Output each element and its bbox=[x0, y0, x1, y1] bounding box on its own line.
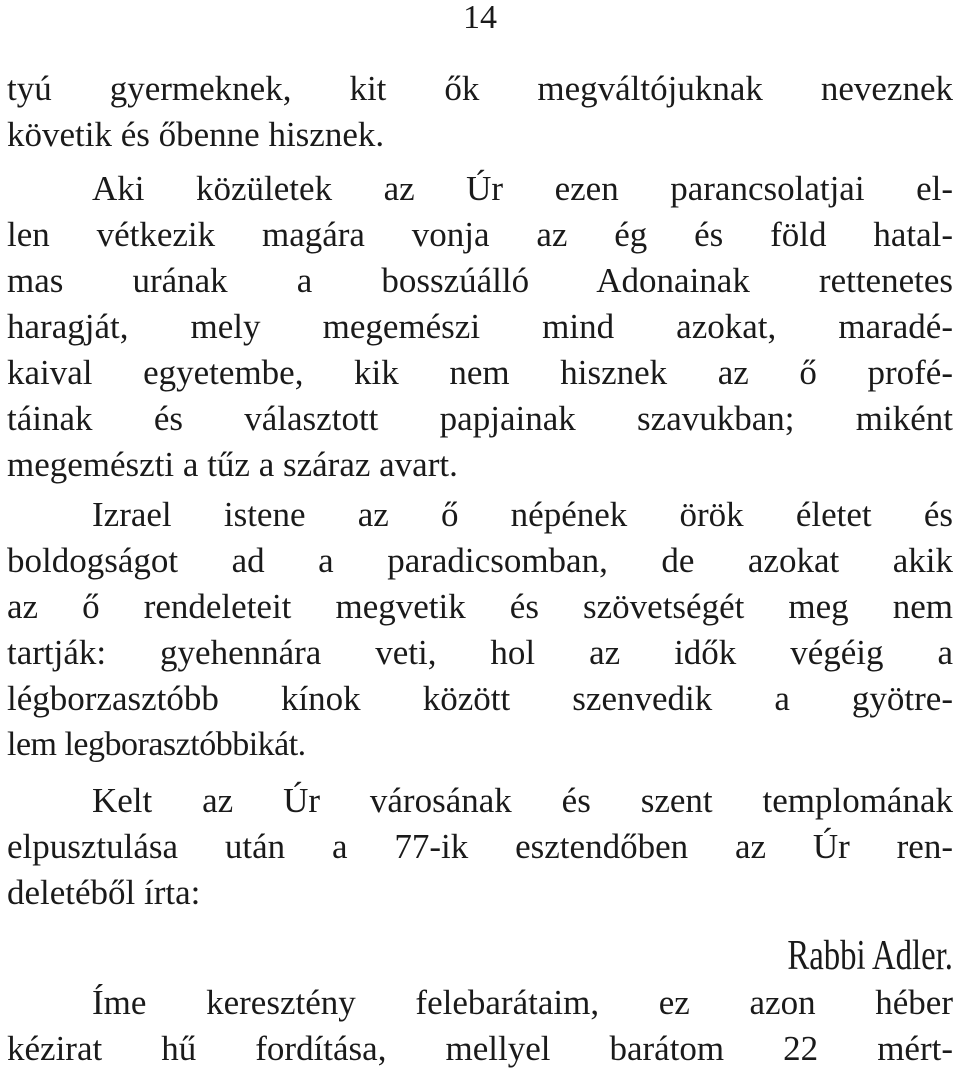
text-line: táinak és választott papjainak szavukban; miként bbox=[7, 399, 953, 438]
text-line: Íme keresztény felebarátaim, ez azon héber bbox=[92, 983, 953, 1022]
text-line: légborzasztóbb kínok között szenvedik a gyötre- bbox=[7, 679, 953, 718]
page-number: 14 bbox=[463, 0, 497, 36]
text-line: deletéből írta: bbox=[7, 873, 201, 912]
text-line: haragját, mely megemészi mind azokat, maradé- bbox=[7, 307, 953, 346]
text-line: boldogságot ad a paradicsomban, de azokat akik bbox=[7, 541, 953, 580]
text-line: az ő rendeleteit megvetik és szövetségét meg nem bbox=[7, 587, 953, 626]
text-line: tyú gyermeknek, kit ők megváltójuknak neveznek bbox=[7, 69, 953, 108]
text-line: kézirat hű fordítása, mellyel barátom 22 mért- bbox=[7, 1029, 953, 1068]
text-line: mas urának a bosszúálló Adonainak rettenetes bbox=[7, 261, 953, 300]
text-line: Izrael istene az ő népének örök életet és bbox=[92, 495, 953, 534]
text-line: len vétkezik magára vonja az ég és föld hatal- bbox=[7, 215, 953, 254]
signature: Rabbi Adler. bbox=[787, 933, 953, 979]
text-line: kaival egyetembe, kik nem hisznek az ő profé- bbox=[7, 353, 953, 392]
text-line: követik és őbenne hisznek. bbox=[7, 115, 385, 154]
text-line: Kelt az Úr városának és szent templomának bbox=[92, 781, 953, 820]
text-line: lem legborasztóbbikát. bbox=[7, 726, 306, 763]
text-line: elpusztulása után a 77-ik esztendőben az Úr ren- bbox=[7, 827, 953, 866]
text-line: tartják: gyehennára veti, hol az idők végéig a bbox=[7, 633, 953, 672]
text-line: megemészti a tűz a száraz avart. bbox=[7, 445, 458, 484]
text-line: Aki közületek az Úr ezen parancsolatjai el- bbox=[92, 169, 953, 208]
